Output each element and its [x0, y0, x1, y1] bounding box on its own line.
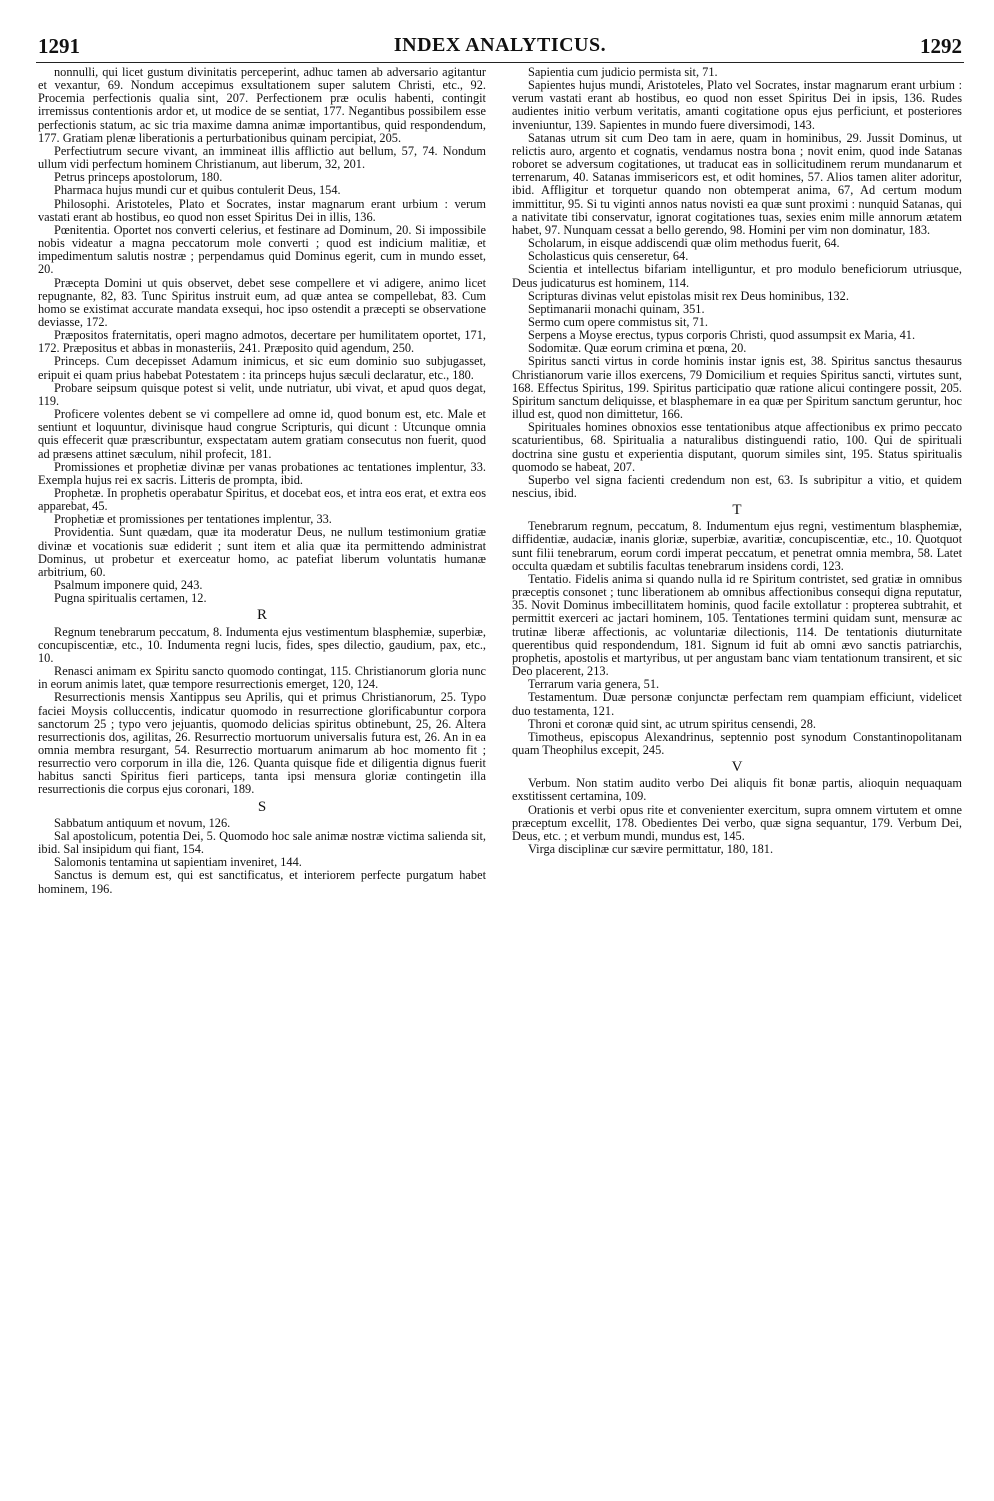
index-entry: Sabbatum antiquum et novum, 126. [54, 815, 231, 830]
index-entry: Scholarum, in eisque addiscendi quæ olim methodus fuerit, 64. [528, 236, 840, 251]
index-entry: Promissiones et prophetiæ divinæ per vanas probationes ac tentationes implentur, 33. Exempla hujus rei ex sacris. Litteris de prompta, ibid. [38, 459, 486, 487]
index-entry: Sodomitæ. Quæ eorum crimina et pœna, 20. [528, 341, 747, 356]
index-entry: nonnulli, qui licet gustum divinitatis perceperint, adhuc tamen ab adversario agitantur et vexantur, 69. Nondum accepimus exsultationem super salutem Christi, etc., 92. Procemia perfectionis qualia sint, 207. Perfectionem præ oculis habenti, contingit irremissus contentionis ardor et, ut modice de se sentiat, 177. Negantibus possibilem esse perfectionis statum, ac sic tria maxime damna animæ importantibus, quid respondendum, 177. Gratiam plenæ liberationis a perturbationibus quinam percipiat, 205. [38, 65, 486, 145]
index-entry: Prophetæ. In prophetis operabatur Spiritus, et docebat eos, et intra eos erat, et extra eos apparebat, 45. [38, 486, 486, 514]
page-header [38, 34, 962, 60]
index-entry: Proficere volentes debent se vi compellere ad omne id, quod bonum est, etc. Male et sentiunt et loquuntur, divinisque haud congrue Scripturis, qui dicunt : Utcunque omnia quis effecerit quæ præscribuntur, exspectatam autem gratiam consecutus non fuerit, quod ad præsens attinet sæculum, nihil profecit, 181. [38, 407, 486, 461]
header-rule [36, 62, 964, 63]
index-entry: Throni et coronæ quid sint, ac utrum spiritus censendi, 28. [528, 716, 816, 731]
index-entry: Psalmum imponere quid, 243. [54, 578, 203, 593]
index-entry: Spiritus sancti virtus in corde hominis instar ignis est, 38. Spiritus sanctus thesaurus Christianorum varie illos exercens, 79 Domicilium et requies Spiritus sancti, virtutes sunt, 168. Effectus Spiritus, 199. Spiritus participatio quæ ratione alicui contingere possit, 205. Spiritum sanctum deliquisse, et blasphemare in ea quæ per Spiritum sanctum geruntur, hoc illud est, quod non dimittetur, 166. [512, 354, 962, 422]
index-entry: Præpositos fraternitatis, operi magno admotos, decertare per humilitatem oportet, 171, 172. Præpositus et abbas in monasteriis, 241. Præposito quid agendum, 250. [38, 328, 486, 356]
left-column [38, 66, 486, 896]
page-number-right: 1292 [920, 34, 962, 58]
index-entry: Terrarum varia genera, 51. [528, 677, 660, 692]
index-entry: Pœnitentia. Oportet nos converti celerius, et festinare ad Dominum, 20. Si impossibile nobis videatur a magna peccatorum mole converti ; quod est indicium malitiæ, et impedimentum salutis nostræ ; perpendamus quid Dominus egerit, cum in mundo esset, 20. [38, 222, 486, 277]
index-entry: Sapientes hujus mundi, Aristoteles, Plato vel Socrates, instar magnarum erant urbium : verum vastati erant ab hostibus, eo quod non esset Spiritus Dei in ipsis, 136. Rudes audientes initio verbum veritatis, amanti cogitatione opus ejus perficiunt, et posteriores inveniuntur, 139. Sapientes in mundo fuere diversimodi, 143. [512, 78, 962, 132]
index-entry: Virga disciplinæ cur sævire permittatur, 180, 181. [528, 842, 774, 857]
index-entry: Præcepta Domini ut quis observet, debet sese compellere et vi adigere, animo licet repugnante, 82, 83. Tunc Spiritus instruit eum, ad quæ antea se compellebat, 83. Cum homo se existimat accurate mandata exsequi, hoc ipso ostendit a præcepti se observatione deviasse, 172. [38, 275, 486, 329]
index-entry: Verbum. Non statim audito verbo Dei aliquis fit bonæ partis, alioquin nequaquam exstitissent certamina, 109. [512, 776, 962, 804]
index-entry: Testamentum. Duæ personæ conjunctæ perfectam rem quampiam efficiunt, videlicet duo testamenta, 121. [512, 690, 962, 718]
index-entry: Probare seipsum quisque potest si velit, unde nutriatur, ubi vivat, et apud quos degat, 119. [38, 380, 486, 408]
index-entry: Timotheus, episcopus Alexandrinus, septennio post synodum Constantinopolitanam quam Theophilus excepit, 245. [512, 729, 962, 757]
index-entry: Satanas utrum sit cum Deo tam in aere, quam in hominibus, 29. Jussit Dominus, ut relictis auro, argento et cognatis, vendamus nostra bona ; novit enim, quod inde Satanas roboret se adversum cogitationes, ut traducat eas in sollicitudinem rerum mundanarum et terrenarum, 40. Satanas immisericors est, et odit homines, 57. Alios tamen aliter adoritur, ibid. Affligitur et torquetur quando non obtemperat anima, 67, Ad certum modum immittitur, 95. Si tu viginti annos natus novisti ea quæ sunt proximi : nunquid Satanas, qui a nativitate tibi conservatur, ignorat cogitationes tuas, sexies enim mille annorum ætatem habet, 97. Nunquam cessat a bello gerendo, 98. Homini per vim non dominatur, 183. [512, 130, 962, 237]
page-number-left: 1291 [38, 34, 80, 58]
index-entry: Orationis et verbi opus rite et convenienter exercitum, supra omnem virtutem et omne præceptum excellit, 178. Obedientes Dei verbo, quæ signa sequantur, 179. Verbum Dei, Deus, etc. ; et verbum mundi, mundus est, 145. [512, 802, 962, 843]
index-entry: Spirituales homines obnoxios esse tentationibus atque affectionibus ex primo peccato scaturientibus, 68. Spiritualia a naturalibus distinguendi ratio, 100. Qui de spirituali doctrina sine gustu et experientia disputant, quorum similes sint, 195. Status spiritualis quomodo se habeat, 207. [512, 420, 962, 474]
section-letter: V [731, 759, 743, 776]
index-entry: Tentatio. Fidelis anima si quando nulla id re Spiritum contristet, sed gratiæ in omnibus præceptis consonet ; tunc liberationem ab omnibus affectionibus consequi digna reputatur, 35. Novit Dominus imbecillitatem hominis, quod facile extollatur : propterea subtrahit, et permittit exerceri ac jactari hominem, 105. Tentationes termini quidam sunt, mensuræ ac trutinæ liberæ affectionis, ac voluntariæ dilectionis, 114. De tentationis diuturnitate querentibus quid respondendum, 181. Signum id fuit ab omni ævo sanctis patriarchis, prophetis, apostolis et martyribus, ut per angustam banc viam tentationum transirent, et sic Deo placerent, 213. [512, 571, 962, 679]
index-entry: Sapientia cum judicio permista sit, 71. [528, 65, 718, 79]
index-entry: Scripturas divinas velut epistolas misit rex Deus hominibus, 132. [528, 288, 849, 303]
index-entry: Sal apostolicum, potentia Dei, 5. Quomodo hoc sale animæ nostræ victima salienda sit, ibid. Sal insipidum qui fiant, 154. [38, 828, 486, 857]
section-letter: R [256, 607, 267, 624]
index-entry: Providentia. Sunt quædam, quæ ita moderatur Deus, ne nullum testimonium gratiæ divinæ et vocationis suæ ediderit ; sunt item et alia quæ ita permittendo administrat Dominus, ut probetur et exerceatur homo, ac patefiat liberum voluntatis humanæ arbitrium, 60. [38, 525, 486, 579]
index-entry: Renasci animam ex Spiritu sancto quomodo contingat, 115. Christianorum gloria nunc in eorum animis latet, quæ tempore resurrectionis emerget, 120, 124. [38, 664, 486, 692]
index-entry: Pugna spiritualis certamen, 12. [54, 591, 207, 606]
index-entry: Scientia et intellectus bifariam intelliguntur, et pro modulo beneficiorum utriusque, Deus judicaturus est hominem, 114. [512, 262, 962, 290]
index-entry: Scholasticus quis censeretur, 64. [528, 249, 689, 264]
index-entry: Regnum tenebrarum peccatum, 8. Indumenta ejus vestimentum blasphemiæ, superbiæ, concupiscentiæ, etc., 10. Indumenta regni lucis, fides, spes dilectio, gaudium, pax, etc., 10. [38, 624, 486, 665]
index-entry: Superbo vel signa facienti credendum non est, 63. Is subripitur a vitio, et quidem nescius, ibid. [512, 472, 962, 500]
section-letter: T [732, 502, 742, 519]
index-entry: Princeps. Cum decepisset Adamum inimicus, et sic eum dominio suo subjugasset, eripuit ei quam prius habebat Potestatem : ita princeps hujus sæculi declaratur, etc., 180. [38, 354, 486, 382]
index-entry: Resurrectionis mensis Xantippus seu Aprilis, qui et primus Christianorum, 25. Typo faciei Moysis colluccentis, indicatur quomodo in resurrectione glorificabuntur corpora sanctorum 25 ; typo vero jejuantis, quomodo delicias spiritus obtinebunt, 25, 26. Altera resurrectionis dos, agilitas, 26. Resurrectio mortuorum universalis futura est, 26. An in ea omnia membra resurgant, 54. Resurrectio mortuarum animarum ab hoc momento fit ; resurrectio vero corporum in illa die, 126. Quanta quisque fide et diligentia dignus fuerit habitus sancti Spiritus fieri particeps, tanta ipsi mensura gloriæ contingetin illa resurrectionis die corpus ejus coronari, 189. [38, 690, 486, 797]
index-entry: Petrus princeps apostolorum, 180. [54, 170, 223, 185]
index-entry: Salomonis tentamina ut sapientiam inveniret, 144. [54, 855, 302, 870]
index-entry: Sanctus is demum est, qui est sanctificatus, et interiorem perfecte purgatum habet hominem, 196. [38, 868, 486, 896]
section-letter: S [257, 798, 267, 815]
index-entry: Prophetiæ et promissiones per tentationes implentur, 33. [54, 512, 332, 527]
right-column [512, 66, 962, 856]
index-entry: Perfectiutrum secure vivant, an immineat illis afflictio aut bellum, 57, 74. Nondum ullum vidi perfectum hominem Christianum, aut liberum, 32, 201. [38, 143, 486, 172]
index-entry: Pharmaca hujus mundi cur et quibus contulerit Deus, 154. [54, 183, 341, 198]
index-entry: Serpens a Moyse erectus, typus corporis Christi, quod assumpsit ex Maria, 41. [528, 328, 916, 343]
index-entry: Tenebrarum regnum, peccatum, 8. Indumentum ejus regni, vestimentum blasphemiæ, diffidentiæ, audaciæ, inanis gloriæ, superbiæ, avaritiæ, concupiscentiæ, etc., 10. Quotquot sunt filii tenebrarum, eorum cordi imperat peccatum, et penetrat omnia membra, 58. Latet occulta quædam et subtilis facultas tenebrarum insidens cordi, 123. [512, 519, 962, 573]
index-entry: Philosophi. Aristoteles, Plato et Socrates, instar magnarum erant urbium : verum vastati erant ab hostibus, eo quod non esset Spiritus Dei in illis, 136. [38, 196, 486, 224]
index-entry: Sermo cum opere commistus sit, 71. [528, 314, 708, 329]
index-entry: Septimanarii monachi quinam, 351. [528, 301, 705, 316]
page-title: INDEX ANALYTICUS. [393, 34, 607, 56]
